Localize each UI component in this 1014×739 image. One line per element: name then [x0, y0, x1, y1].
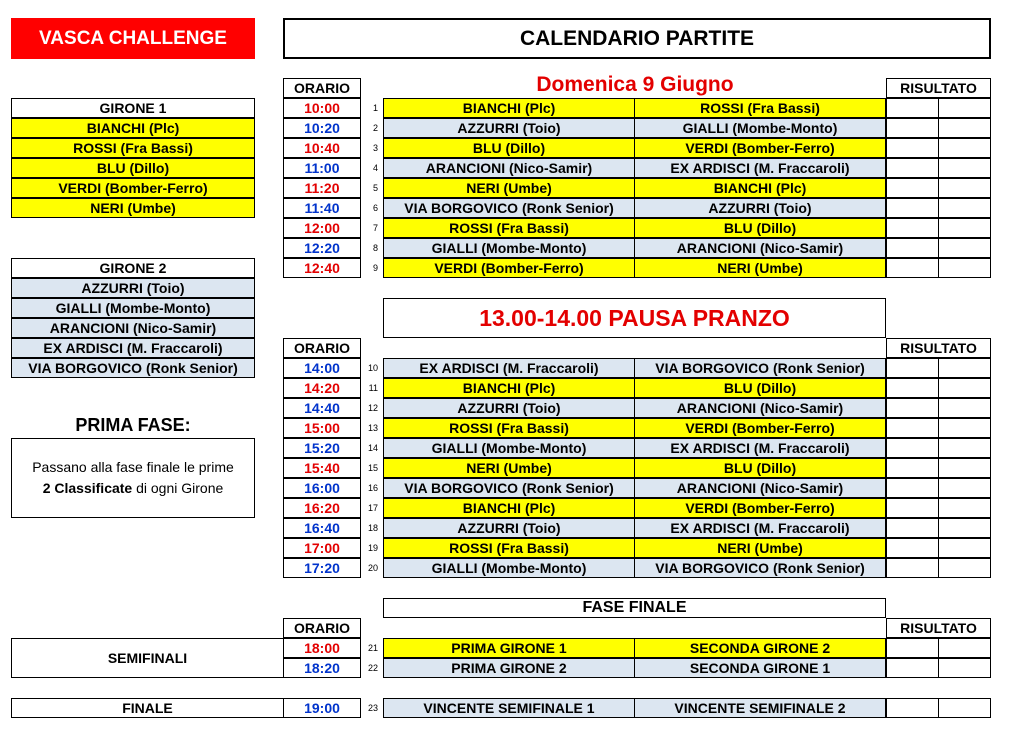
match-number: 17 [367, 503, 378, 513]
match-time: 17:20 [283, 558, 361, 578]
result-away-cell[interactable] [938, 398, 991, 418]
risultato-header-2: RISULTATO [886, 338, 991, 358]
result-away-cell[interactable] [938, 438, 991, 458]
match-time: 10:00 [283, 98, 361, 118]
prima-fase-text: Passano alla fase finale le prime [32, 459, 234, 475]
result-home-cell[interactable] [886, 698, 939, 718]
match-away-team: NERI (Umbe) [634, 538, 886, 558]
match-number: 20 [367, 563, 378, 573]
fase-finale-title: FASE FINALE [383, 598, 886, 618]
match-number: 19 [367, 543, 378, 553]
prima-fase-title: PRIMA FASE: [75, 414, 191, 435]
page-title: CALENDARIO PARTITE [283, 18, 991, 59]
result-away-cell[interactable] [938, 178, 991, 198]
result-away-cell[interactable] [938, 518, 991, 538]
result-away-cell[interactable] [938, 498, 991, 518]
result-away-cell[interactable] [938, 218, 991, 238]
match-away-team: VERDI (Bomber-Ferro) [634, 498, 886, 518]
match-number: 10 [367, 363, 378, 373]
match-home-team: AZZURRI (Toio) [383, 398, 635, 418]
team-row: BLU (Dillo) [11, 158, 255, 178]
match-number: 3 [372, 143, 378, 153]
orario-header-3: ORARIO [283, 618, 361, 638]
match-time: 12:20 [283, 238, 361, 258]
result-away-cell[interactable] [938, 698, 991, 718]
match-home-team: BLU (Dillo) [383, 138, 635, 158]
match-number: 22 [367, 663, 378, 673]
match-number: 1 [372, 103, 378, 113]
match-home-team: GIALLI (Mombe-Monto) [383, 438, 635, 458]
result-away-cell[interactable] [938, 458, 991, 478]
result-home-cell[interactable] [886, 658, 939, 678]
match-date: Domenica 9 Giugno [536, 73, 734, 96]
result-away-cell[interactable] [938, 538, 991, 558]
match-away-team: ARANCIONI (Nico-Samir) [634, 238, 886, 258]
match-number: 4 [372, 163, 378, 173]
result-home-cell[interactable] [886, 558, 939, 578]
semifinali-label-box: SEMIFINALI [11, 638, 283, 678]
match-time: 15:00 [283, 418, 361, 438]
result-home-cell[interactable] [886, 498, 939, 518]
match-number: 14 [367, 443, 378, 453]
result-away-cell[interactable] [938, 98, 991, 118]
match-away-team: BIANCHI (Plc) [634, 178, 886, 198]
match-away-team: VIA BORGOVICO (Ronk Senior) [634, 558, 886, 578]
girone1-title: GIRONE 1 [11, 98, 255, 118]
result-home-cell[interactable] [886, 178, 939, 198]
result-home-cell[interactable] [886, 478, 939, 498]
match-number: 21 [367, 643, 378, 653]
result-away-cell[interactable] [938, 558, 991, 578]
match-home-team: AZZURRI (Toio) [383, 118, 635, 138]
finale-label-box: FINALE [11, 698, 283, 718]
result-home-cell[interactable] [886, 518, 939, 538]
match-away-team: BLU (Dillo) [634, 218, 886, 238]
match-time: 19:00 [283, 698, 361, 718]
match-away-team: VERDI (Bomber-Ferro) [634, 138, 886, 158]
match-away-team: ARANCIONI (Nico-Samir) [634, 478, 886, 498]
match-time: 15:20 [283, 438, 361, 458]
match-home-team: NERI (Umbe) [383, 178, 635, 198]
prima-fase-bold: 2 Classificate [42, 480, 133, 496]
match-time: 15:40 [283, 458, 361, 478]
team-row: NERI (Umbe) [11, 198, 255, 218]
match-home-team: ROSSI (Fra Bassi) [383, 218, 635, 238]
match-time: 16:40 [283, 518, 361, 538]
match-away-team: ROSSI (Fra Bassi) [634, 98, 886, 118]
match-away-team: AZZURRI (Toio) [634, 198, 886, 218]
match-time: 12:00 [283, 218, 361, 238]
result-home-cell[interactable] [886, 438, 939, 458]
match-number: 8 [372, 243, 378, 253]
result-away-cell[interactable] [938, 478, 991, 498]
team-row: BIANCHI (Plc) [11, 118, 255, 138]
match-number: 9 [372, 263, 378, 273]
match-time: 18:00 [283, 638, 361, 658]
prima-fase-box [11, 438, 255, 518]
pause-banner: 13.00-14.00 PAUSA PRANZO [383, 298, 886, 338]
risultato-header: RISULTATO [886, 78, 991, 98]
match-time: 10:20 [283, 118, 361, 138]
match-number: 18 [367, 523, 378, 533]
team-row: VIA BORGOVICO (Ronk Senior) [11, 358, 255, 378]
match-away-team: VIA BORGOVICO (Ronk Senior) [634, 358, 886, 378]
result-away-cell[interactable] [938, 198, 991, 218]
match-time: 18:20 [283, 658, 361, 678]
prima-fase-text-2 [43, 478, 224, 499]
brand-banner: VASCA CHALLENGE [11, 18, 255, 59]
match-time: 11:20 [283, 178, 361, 198]
match-number: 23 [367, 703, 378, 713]
match-number: 5 [372, 183, 378, 193]
match-away-team: ARANCIONI (Nico-Samir) [634, 398, 886, 418]
match-number: 16 [367, 483, 378, 493]
result-home-cell[interactable] [886, 118, 939, 138]
result-home-cell[interactable] [886, 458, 939, 478]
match-home-team: GIALLI (Mombe-Monto) [383, 558, 635, 578]
result-home-cell[interactable] [886, 138, 939, 158]
match-time: 16:00 [283, 478, 361, 498]
match-number: 12 [367, 403, 378, 413]
match-away-team: BLU (Dillo) [634, 458, 886, 478]
result-away-cell[interactable] [938, 138, 991, 158]
match-home-team: EX ARDISCI (M. Fraccaroli) [383, 358, 635, 378]
result-home-cell[interactable] [886, 358, 939, 378]
result-away-cell[interactable] [938, 638, 991, 658]
team-row: EX ARDISCI (M. Fraccaroli) [11, 338, 255, 358]
match-time: 11:00 [283, 158, 361, 178]
result-away-cell[interactable] [938, 258, 991, 278]
match-home-team: VIA BORGOVICO (Ronk Senior) [383, 478, 635, 498]
match-time: 10:40 [283, 138, 361, 158]
match-time: 16:20 [283, 498, 361, 518]
result-away-cell[interactable] [938, 158, 991, 178]
orario-header: ORARIO [283, 78, 361, 98]
result-home-cell[interactable] [886, 198, 939, 218]
result-away-cell[interactable] [938, 418, 991, 438]
team-row: AZZURRI (Toio) [11, 278, 255, 298]
match-home-team: BIANCHI (Plc) [383, 498, 635, 518]
match-away-team: VINCENTE SEMIFINALE 2 [634, 698, 886, 718]
match-home-team: NERI (Umbe) [383, 458, 635, 478]
match-away-team: NERI (Umbe) [634, 258, 886, 278]
result-away-cell[interactable] [938, 118, 991, 138]
match-away-team: VERDI (Bomber-Ferro) [634, 418, 886, 438]
match-away-team: EX ARDISCI (M. Fraccaroli) [634, 518, 886, 538]
team-row: ROSSI (Fra Bassi) [11, 138, 255, 158]
result-home-cell[interactable] [886, 378, 939, 398]
risultato-header-3: RISULTATO [886, 618, 991, 638]
match-time: 14:40 [283, 398, 361, 418]
result-away-cell[interactable] [938, 358, 991, 378]
result-home-cell[interactable] [886, 238, 939, 258]
result-away-cell[interactable] [938, 378, 991, 398]
match-home-team: BIANCHI (Plc) [383, 98, 635, 118]
result-home-cell[interactable] [886, 158, 939, 178]
result-home-cell[interactable] [886, 538, 939, 558]
match-home-team: AZZURRI (Toio) [383, 518, 635, 538]
match-home-team: ROSSI (Fra Bassi) [383, 538, 635, 558]
match-home-team: PRIMA GIRONE 1 [383, 638, 635, 658]
team-row: VERDI (Bomber-Ferro) [11, 178, 255, 198]
match-time: 12:40 [283, 258, 361, 278]
match-home-team: ARANCIONI (Nico-Samir) [383, 158, 635, 178]
match-number: 15 [367, 463, 378, 473]
match-number: 11 [368, 383, 378, 393]
match-time: 14:00 [283, 358, 361, 378]
match-number: 7 [372, 223, 378, 233]
team-row: ARANCIONI (Nico-Samir) [11, 318, 255, 338]
match-away-team: GIALLI (Mombe-Monto) [634, 118, 886, 138]
match-number: 13 [367, 423, 378, 433]
result-home-cell[interactable] [886, 418, 939, 438]
match-away-team: EX ARDISCI (M. Fraccaroli) [634, 438, 886, 458]
match-home-team: BIANCHI (Plc) [383, 378, 635, 398]
match-home-team: GIALLI (Mombe-Monto) [383, 238, 635, 258]
result-home-cell[interactable] [886, 398, 939, 418]
result-home-cell[interactable] [886, 258, 939, 278]
match-home-team: VIA BORGOVICO (Ronk Senior) [383, 198, 635, 218]
team-row: GIALLI (Mombe-Monto) [11, 298, 255, 318]
match-time: 14:20 [283, 378, 361, 398]
match-away-team: EX ARDISCI (M. Fraccaroli) [634, 158, 886, 178]
match-home-team: ROSSI (Fra Bassi) [383, 418, 635, 438]
match-home-team: PRIMA GIRONE 2 [383, 658, 635, 678]
prima-fase-after: di ogni Girone [132, 480, 224, 496]
match-number: 2 [372, 123, 378, 133]
girone2-title: GIRONE 2 [11, 258, 255, 278]
result-home-cell[interactable] [886, 98, 939, 118]
match-home-team: VINCENTE SEMIFINALE 1 [383, 698, 635, 718]
match-home-team: VERDI (Bomber-Ferro) [383, 258, 635, 278]
match-time: 17:00 [283, 538, 361, 558]
match-away-team: BLU (Dillo) [634, 378, 886, 398]
result-home-cell[interactable] [886, 638, 939, 658]
match-away-team: SECONDA GIRONE 1 [634, 658, 886, 678]
result-away-cell[interactable] [938, 658, 991, 678]
result-away-cell[interactable] [938, 238, 991, 258]
match-number: 6 [372, 203, 378, 213]
match-away-team: SECONDA GIRONE 2 [634, 638, 886, 658]
match-time: 11:40 [283, 198, 361, 218]
orario-header-2: ORARIO [283, 338, 361, 358]
result-home-cell[interactable] [886, 218, 939, 238]
